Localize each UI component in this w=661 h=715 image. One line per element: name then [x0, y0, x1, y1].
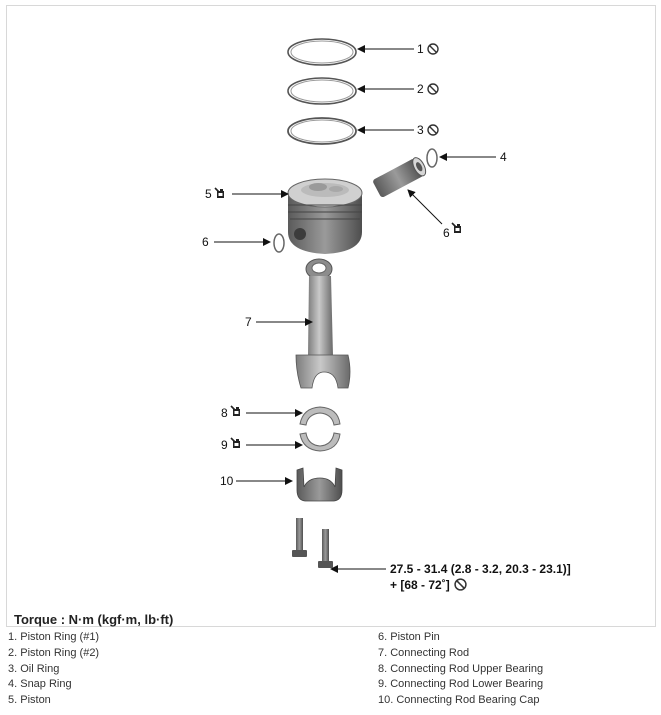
oil-can-icon [231, 406, 240, 416]
connecting-rod [296, 259, 350, 388]
legend-item: 1. Piston Ring (#1) [8, 631, 100, 643]
piston [288, 179, 362, 254]
callout-4: 4 [500, 150, 507, 164]
legend-item: 3. Oil Ring [8, 662, 60, 675]
legend-item: 7. Connecting Rod [378, 646, 470, 659]
legend-item: 10. Connecting Rod Bearing Cap [378, 694, 540, 707]
parts-legend-right [378, 630, 543, 709]
legend-item: 9. Connecting Rod Lower Bearing [378, 678, 544, 691]
snap-ring-left [274, 234, 284, 252]
no-reuse-icon [428, 84, 438, 94]
torque-spec-line-1: 27.5 - 31.4 (2.8 - 3.2, 20.3 - 23.1)] [390, 562, 571, 576]
callout-3: 3 [417, 123, 424, 137]
callout-2: 2 [417, 82, 424, 96]
connecting-rod-upper-bearing [300, 407, 340, 425]
oil-ring [288, 118, 356, 144]
parts-legend-left [8, 630, 99, 709]
legend-item: 5. Piston [8, 694, 51, 707]
callout-6-pin: 6 [443, 226, 450, 240]
no-reuse-icon [428, 125, 438, 135]
oil-can-icon [231, 438, 240, 448]
oil-can-icon [452, 223, 461, 233]
connecting-rod-lower-bearing [300, 433, 340, 451]
piston-ring-1 [288, 39, 356, 65]
oil-can-icon [215, 188, 224, 198]
torque-unit-title: Torque : N·m (kgf·m, lb·ft) [14, 612, 174, 627]
piston-ring-2 [288, 78, 356, 104]
callout-7: 7 [245, 315, 252, 329]
legend-item: 2. Piston Ring (#2) [8, 646, 100, 659]
callout-10: 10 [220, 474, 234, 488]
callout-6-ring: 6 [202, 235, 209, 249]
no-reuse-icon [455, 579, 466, 590]
no-reuse-icon [428, 44, 438, 54]
legend-item: 6. Piston Pin [378, 631, 440, 643]
callout-1: 1 [417, 42, 424, 56]
torque-spec-line-2: + [68 - 72˚] [390, 578, 450, 592]
legend-item: 8. Connecting Rod Upper Bearing [378, 662, 544, 675]
bearing-cap-bolt-left [292, 518, 307, 557]
callout-8: 8 [221, 406, 228, 420]
connecting-rod-bearing-cap [297, 468, 342, 501]
callout-9: 9 [221, 438, 228, 452]
snap-ring-right [427, 149, 437, 167]
piston-pin [372, 156, 428, 199]
callout-5: 5 [205, 187, 212, 201]
legend-item: 4. Snap Ring [8, 678, 72, 691]
bearing-cap-bolt-right [318, 529, 333, 568]
